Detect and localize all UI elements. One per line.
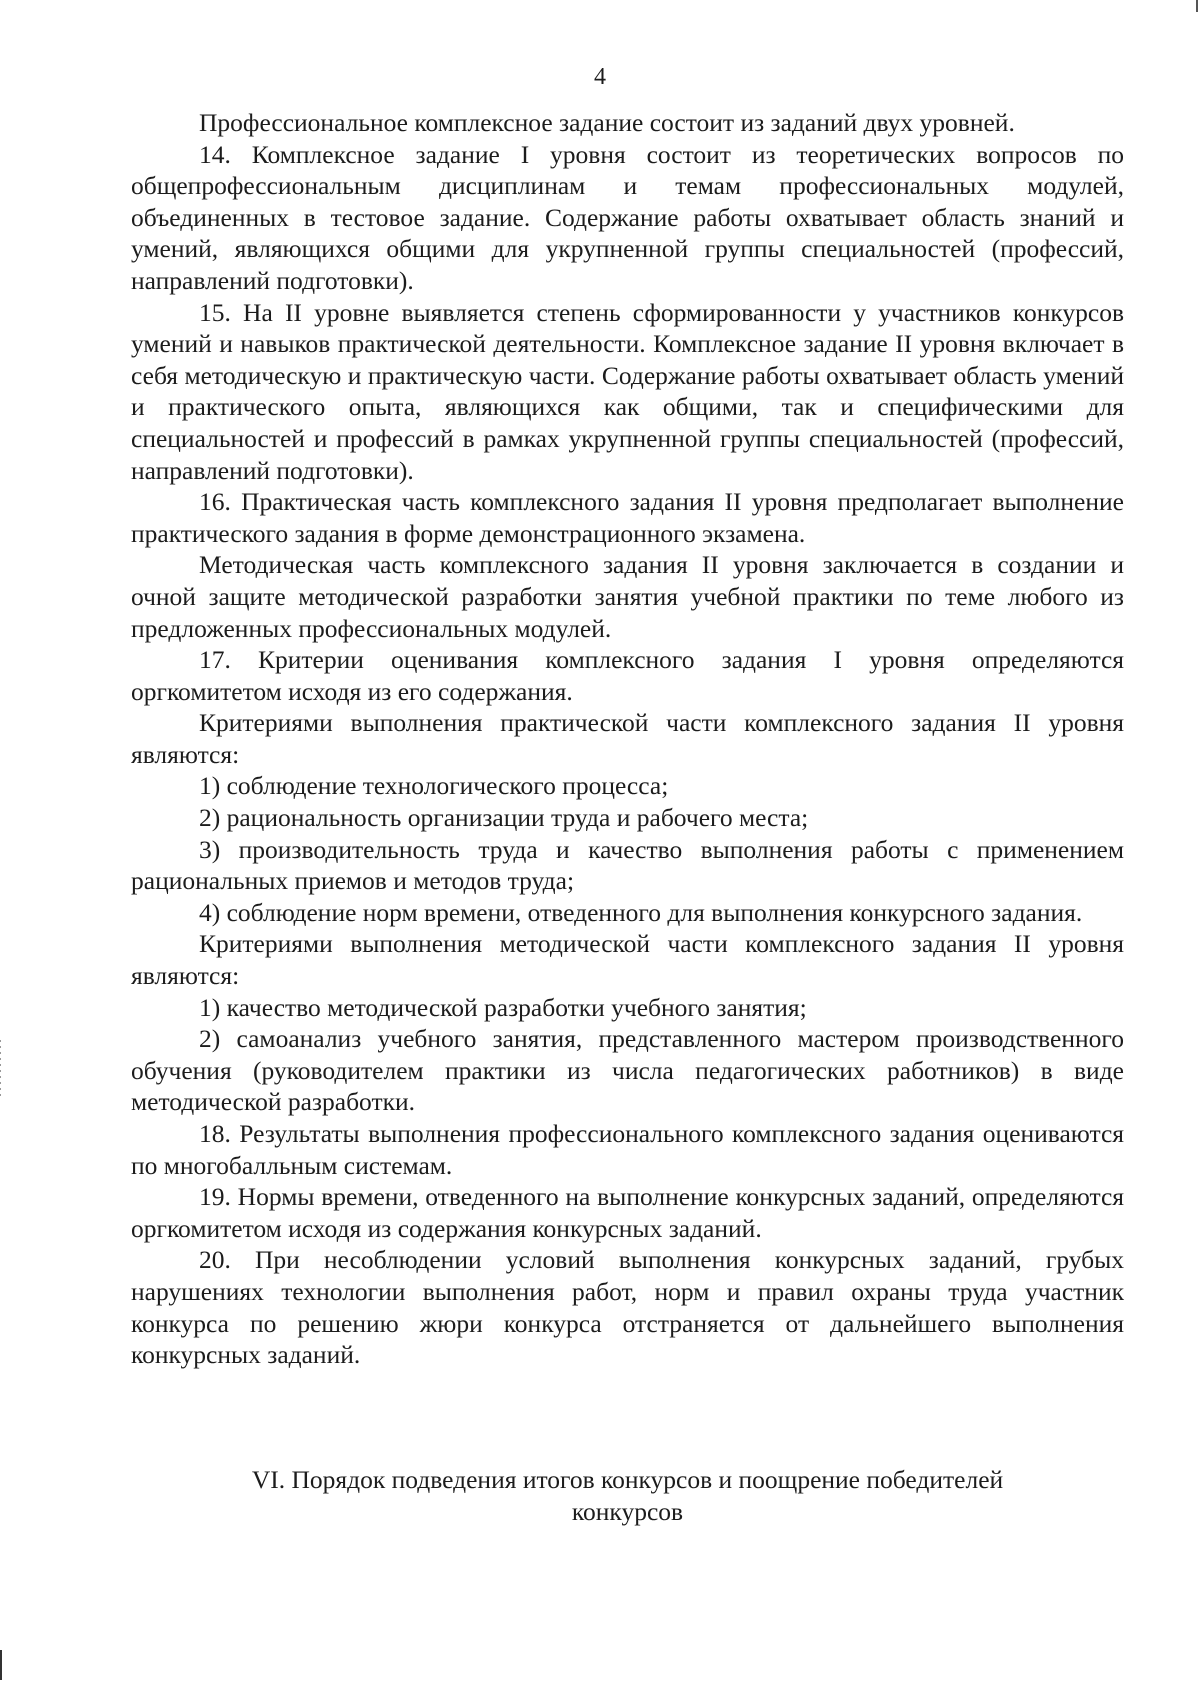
document-body	[131, 107, 1124, 1371]
paragraph-methodical-part: Методическая часть комплексного задания II уровня заключается в создании и очной защите методической разработки занятия учебной практики по теме любого из предложенных профессиональных модулей.	[131, 550, 1124, 643]
paragraph-17: 17. Критерии оценивания комплексного задания I уровня определяются оргкомитетом исходя из его содержания.	[131, 645, 1124, 706]
paragraph-practical-criteria: Критериями выполнения практической части комплексного задания II уровня являются:	[131, 708, 1124, 769]
list-item-methodical-1: 1) качество методической разработки учебного занятия;	[199, 992, 807, 1022]
scan-edge-mark	[0, 1650, 2, 1680]
paragraph-15: 15. На II уровне выявляется степень сформированности у участников конкурсов умений и навыков практической деятельности. Комплексное задание II уровня включает в себя методическую и практическую части. Содержание работы охватывает область умений и практического опыта, являющихся как общими, так и специфическими для специальностей и профессий в рамках укрупненной группы специальностей (профессий, направлений подготовки).	[131, 297, 1124, 485]
section-heading	[131, 1464, 1124, 1528]
paragraph-intro: Профессиональное комплексное задание состоит из заданий двух уровней.	[199, 108, 1015, 137]
page-number: 4	[594, 64, 606, 90]
section-heading-line-1: VI. Порядок подведения итогов конкурсов и поощрение победителей	[251, 1465, 1004, 1494]
paragraph-18: 18. Результаты выполнения профессионального комплексного задания оцениваются по многобалльным системам.	[131, 1119, 1124, 1180]
list-item-practical-1: 1) соблюдение технологического процесса;	[199, 771, 669, 801]
list-item-methodical-2: 2) самоанализ учебного занятия, представленного мастером производственного обучения (руководителем практики из числа педагогических работников) в виде методической разработки.	[131, 1024, 1124, 1117]
list-item-practical-2: 2) рациональность организации труда и рабочего места;	[199, 803, 809, 833]
list-item-practical-4: 4) соблюдение норм времени, отведенного для выполнения конкурсного задания.	[199, 897, 1083, 927]
section-heading-line-2: конкурсов	[571, 1497, 684, 1526]
scan-corner-mark	[1196, 0, 1198, 12]
paragraph-16: 16. Практическая часть комплексного задания II уровня предполагает выполнение практического задания в форме демонстрационного экзамена.	[131, 487, 1124, 548]
list-item-practical-3: 3) производительность труда и качество выполнения работы с применением рациональных приемов и методов труда;	[131, 834, 1124, 896]
scan-dotted-mark	[0, 1040, 1, 1100]
paragraph-14: 14. Комплексное задание I уровня состоит из теоретических вопросов по общепрофессиональным дисциплинам и темам профессиональных модулей, объединенных в тестовое задание. Содержание работы охватывает область знаний и умений, являющихся общими для укрупненной группы специальностей (профессий, направлений подготовки).	[131, 139, 1124, 295]
paragraph-19: 19. Нормы времени, отведенного на выполнение конкурсных заданий, определяются оргкомитетом исходя из содержания конкурсных заданий.	[131, 1182, 1124, 1243]
paragraph-20: 20. При несоблюдении условий выполнения конкурсных заданий, грубых нарушениях технологии выполнения работ, норм и правил охраны труда участник конкурса по решению жюри конкурса отстраняется от дальнейшего выполнения конкурсных заданий.	[131, 1245, 1124, 1370]
paragraph-methodical-criteria: Критериями выполнения методической части комплексного задания II уровня являются:	[131, 929, 1124, 991]
